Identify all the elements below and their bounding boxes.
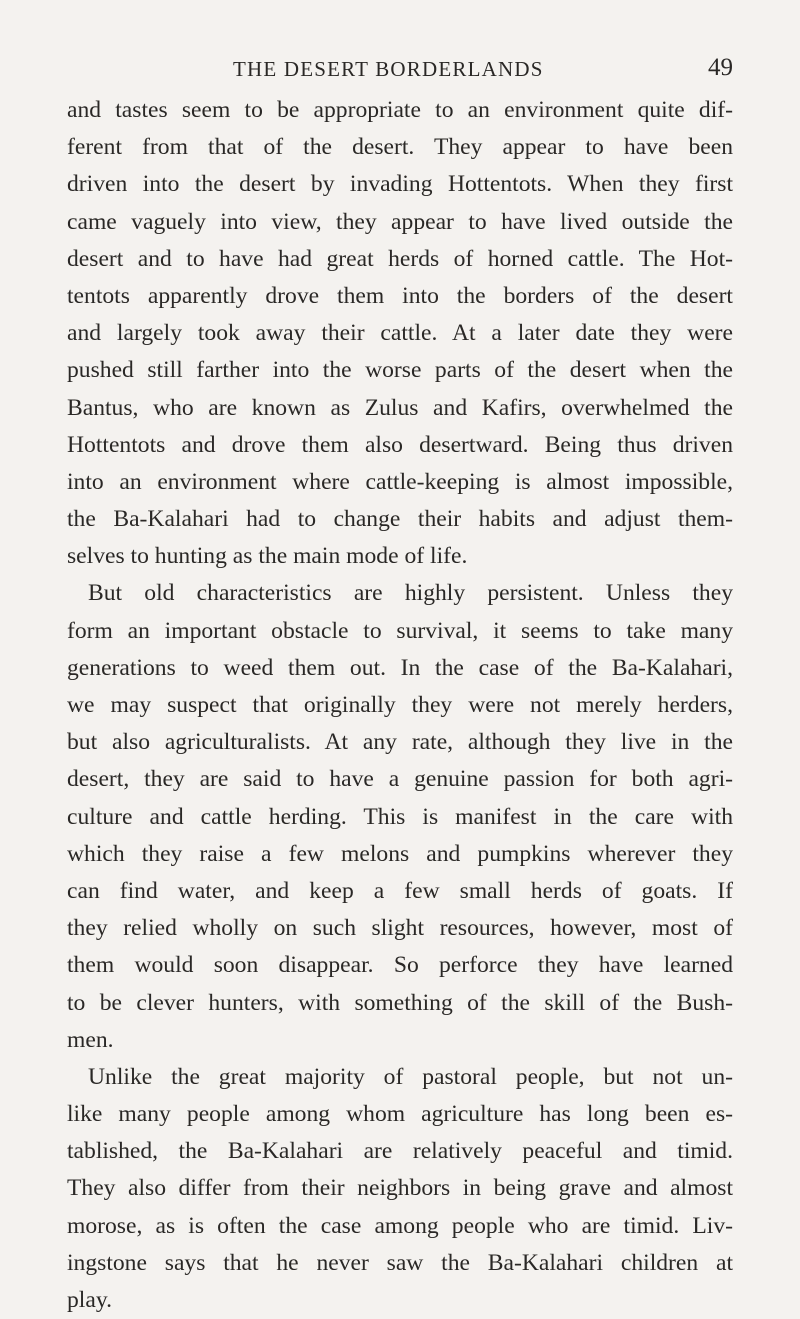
text-line: generations to weed them out. In the case of the Ba-Kalahari,	[67, 654, 733, 681]
text-line: Unlike the great majority of pastoral people, but not un-	[88, 1063, 733, 1090]
text-line: play.	[67, 1287, 112, 1313]
text-line: they relied wholly on such slight resources, however, most of	[67, 915, 733, 942]
running-title: THE DESERT BORDERLANDS	[233, 57, 544, 81]
text-line: and largely took away their cattle. At a later date they were	[67, 320, 733, 347]
text-line: like many people among whom agriculture has long been es-	[67, 1101, 733, 1128]
text-line: came vaguely into view, they appear to have lived outside the	[67, 208, 733, 235]
text-line: desert and to have had great herds of horned cattle. The Hot-	[67, 245, 733, 272]
text-line: tablished, the Ba-Kalahari are relatively peaceful and timid.	[67, 1138, 733, 1165]
text-line: culture and cattle herding. This is manifest in the care with	[67, 803, 733, 830]
text-line: selves to hunting as the main mode of life.	[67, 543, 468, 570]
text-line: tentots apparently drove them into the borders of the desert	[67, 282, 733, 309]
text-line: morose, as is often the case among people who are timid. Liv-	[67, 1212, 733, 1239]
text-line: Hottentots and drove them also desertward. Being thus driven	[67, 431, 733, 458]
text-line: but also agriculturalists. At any rate, although they live in the	[67, 729, 733, 756]
text-line: pushed still farther into the worse parts of the desert when the	[67, 357, 733, 384]
running-header	[67, 52, 733, 86]
text-line: can find water, and keep a few small herds of goats. If	[67, 877, 733, 904]
text-line: we may suspect that originally they were not merely herders,	[67, 692, 733, 718]
text-line: into an environment where cattle-keeping is almost impossible,	[67, 468, 733, 495]
text-line: the Ba-Kalahari had to change their habits and adjust them-	[67, 506, 733, 533]
text-line: Bantus, who are known as Zulus and Kafirs, overwhelmed the	[67, 394, 733, 421]
text-line: desert, they are said to have a genuine passion for both agri-	[67, 766, 733, 793]
text-line: to be clever hunters, with something of the skill of the Bush-	[67, 989, 733, 1016]
body-text	[67, 92, 733, 1319]
text-line: which they raise a few melons and pumpkins wherever they	[67, 840, 733, 867]
text-line: and tastes seem to be appropriate to an environment quite dif-	[67, 97, 733, 123]
text-line: ingstone says that he never saw the Ba-Kalahari children at	[67, 1249, 733, 1276]
text-line: But old characteristics are highly persistent. Unless they	[88, 580, 733, 607]
page-number: 49	[708, 54, 733, 81]
text-line: form an important obstacle to survival, it seems to take many	[67, 617, 733, 644]
text-line: them would soon disappear. So perforce they have learned	[67, 952, 733, 979]
text-line: men.	[67, 1026, 114, 1053]
text-line: driven into the desert by invading Hottentots. When they first	[67, 171, 733, 198]
text-line: They also differ from their neighbors in being grave and almost	[67, 1175, 733, 1202]
text-line: ferent from that of the desert. They appear to have been	[67, 134, 733, 161]
